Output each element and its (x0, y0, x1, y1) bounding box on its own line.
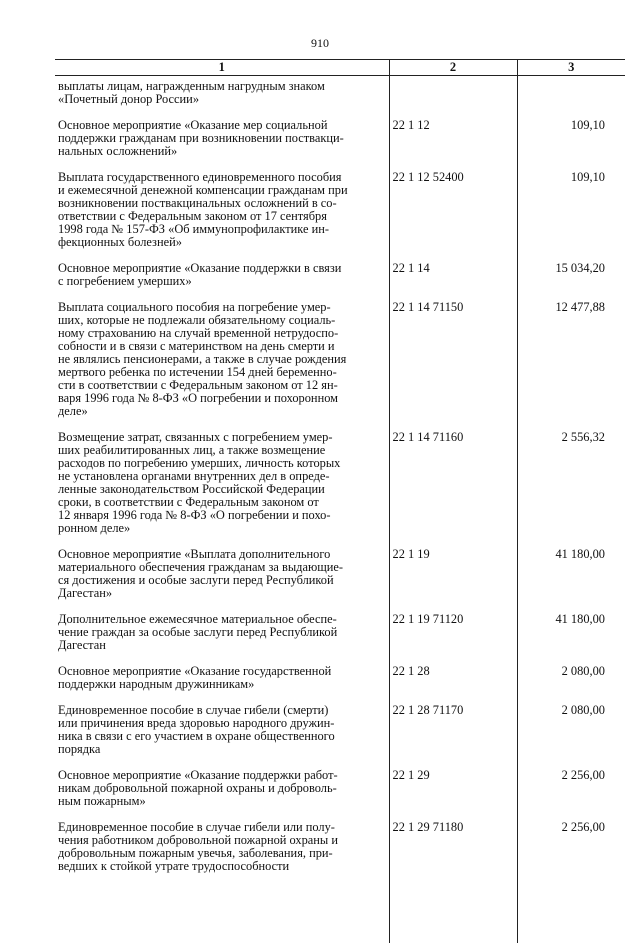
row-name-cell (55, 613, 389, 665)
row-name-cell (55, 431, 389, 548)
row-name-cell (55, 665, 389, 704)
row-name: Основное мероприятие «Оказание поддержки работ- никам добровольной пожарной охраны и доброволь- ным пожарным» (58, 768, 338, 808)
row-name: Возмещение затрат, связанных с погребением умер- ших реабилитированных лиц, а также возмещение расходов по погребению умерших, личность которых не установлена органами внутренних дел в опреде- ленные законодательством Российской Федерации сроки, в соответствии с Федеральным законом от 12 января 1996 года № 8-ФЗ «О погребении и похо- ронном деле» (58, 430, 341, 535)
table-row (55, 76, 625, 120)
row-name-cell (55, 76, 389, 120)
table-row (55, 769, 625, 821)
table-header-row (55, 60, 625, 76)
row-name-cell (55, 548, 389, 613)
row-name-cell (55, 704, 389, 769)
table-row (55, 821, 625, 943)
row-name-cell (55, 119, 389, 171)
row-name-cell (55, 262, 389, 301)
row-name-cell (55, 821, 389, 943)
row-code: 22 1 12 52400 (389, 171, 517, 262)
table-row (55, 548, 625, 613)
table-row (55, 431, 625, 548)
row-code: 22 1 14 71150 (389, 301, 517, 431)
row-amount (517, 76, 625, 120)
row-name: Единовременное пособие в случае гибели или полу- чения работником добровольной пожарной охраны и добровольным пожарным увечья, заболевания, при- ведших к стойкой утрате трудоспособности (58, 820, 338, 873)
row-code: 22 1 14 71160 (389, 431, 517, 548)
row-name-cell (55, 171, 389, 262)
row-code: 22 1 28 (389, 665, 517, 704)
row-name: Дополнительное ежемесячное материальное обеспе- чение граждан за особые заслуги перед Республикой Дагестан (58, 612, 338, 652)
row-code: 22 1 14 (389, 262, 517, 301)
row-code: 22 1 28 71170 (389, 704, 517, 769)
page-number: 910 (311, 36, 329, 50)
row-code (389, 76, 517, 120)
table-row (55, 613, 625, 665)
column-header-2: 2 (389, 60, 517, 76)
row-name: выплаты лицам, награжденным нагрудным знаком «Почетный донор России» (58, 79, 325, 106)
row-code: 22 1 29 71180 (389, 821, 517, 943)
row-amount: 2 256,00 (517, 769, 625, 821)
row-name: Выплата социального пособия на погребение умер- ших, которые не подлежали обязательному социаль- ному страхованию на случай временной нетрудоспо- собности и в связи с материнством на день смерти и не являлись пенсионерами, а также в случае рождения мертвого ребенка по истечении 154 дней беременно- сти в соответствии с Федеральным законом от 12 ян- варя 1996 года № 8-ФЗ «О погребении и похоронном деле» (58, 300, 347, 418)
table-row (55, 704, 625, 769)
budget-table (55, 59, 625, 943)
row-amount: 2 556,32 (517, 431, 625, 548)
row-name: Основное мероприятие «Оказание государственной поддержки народным дружинникам» (58, 664, 332, 691)
row-code: 22 1 29 (389, 769, 517, 821)
row-name-cell (55, 301, 389, 431)
row-amount: 41 180,00 (517, 613, 625, 665)
row-amount: 12 477,88 (517, 301, 625, 431)
table-row (55, 262, 625, 301)
row-code: 22 1 12 (389, 119, 517, 171)
row-amount: 15 034,20 (517, 262, 625, 301)
row-name: Выплата государственного единовременного пособия и ежемесячной денежной компенсации гражданам при возникновении поствакцинальных осложнений в со- ответствии с Федеральным законом от 17 сентября 1998 года № 157-ФЗ «Об иммунопрофилактике ин- фекционных болезней» (58, 170, 348, 249)
row-amount: 109,10 (517, 119, 625, 171)
row-amount: 2 080,00 (517, 665, 625, 704)
table-row (55, 171, 625, 262)
row-name: Основное мероприятие «Оказание мер социальной поддержки гражданам при возникновении поствакци- нальных осложнений» (58, 118, 344, 158)
row-name-cell (55, 769, 389, 821)
table-row (55, 301, 625, 431)
row-amount: 2 080,00 (517, 704, 625, 769)
table-row (55, 665, 625, 704)
table-row (55, 119, 625, 171)
column-header-3: 3 (517, 60, 625, 76)
row-code: 22 1 19 (389, 548, 517, 613)
row-amount: 2 256,00 (517, 821, 625, 943)
row-amount: 109,10 (517, 171, 625, 262)
row-code: 22 1 19 71120 (389, 613, 517, 665)
column-header-1: 1 (55, 60, 389, 76)
row-name: Основное мероприятие «Оказание поддержки в связи с погребением умерших» (58, 261, 342, 288)
row-amount: 41 180,00 (517, 548, 625, 613)
row-name: Основное мероприятие «Выплата дополнительного материального обеспечения гражданам за выдающие- ся достижения и особые заслуги перед Республикой Дагестан» (58, 547, 344, 600)
row-name: Единовременное пособие в случае гибели (смерти) или причинения вреда здоровью народного дружин- ника в связи с его участием в охране общественного порядка (58, 703, 335, 756)
